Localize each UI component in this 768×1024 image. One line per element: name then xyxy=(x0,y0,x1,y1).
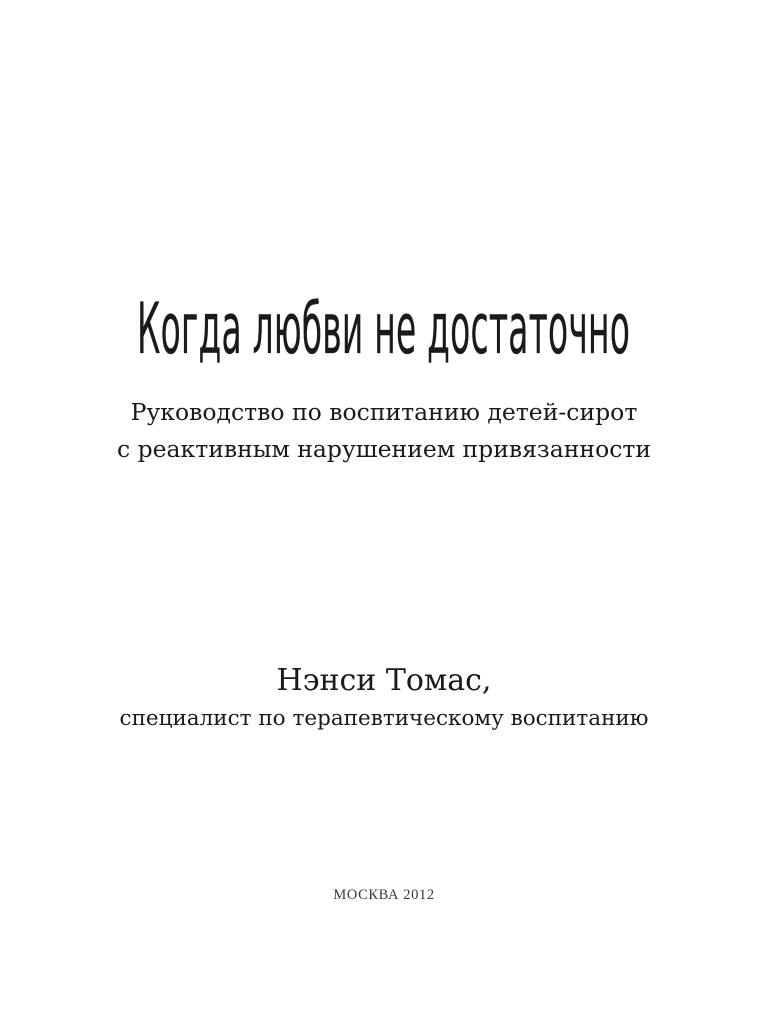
book-title-block xyxy=(0,268,768,390)
book-subtitle-line-1: Руководство по воспитанию детей-сирот xyxy=(130,398,638,426)
imprint-city-year: МОСКВА 2012 xyxy=(333,887,435,903)
book-title: Когда любви не достаточно xyxy=(137,288,631,370)
author-name: Нэнси Томас, xyxy=(276,663,492,698)
book-subtitle-line-2: с реактивным нарушением привязанности xyxy=(116,435,652,463)
author-role: специалист по терапевтическому воспитанию xyxy=(119,706,649,731)
